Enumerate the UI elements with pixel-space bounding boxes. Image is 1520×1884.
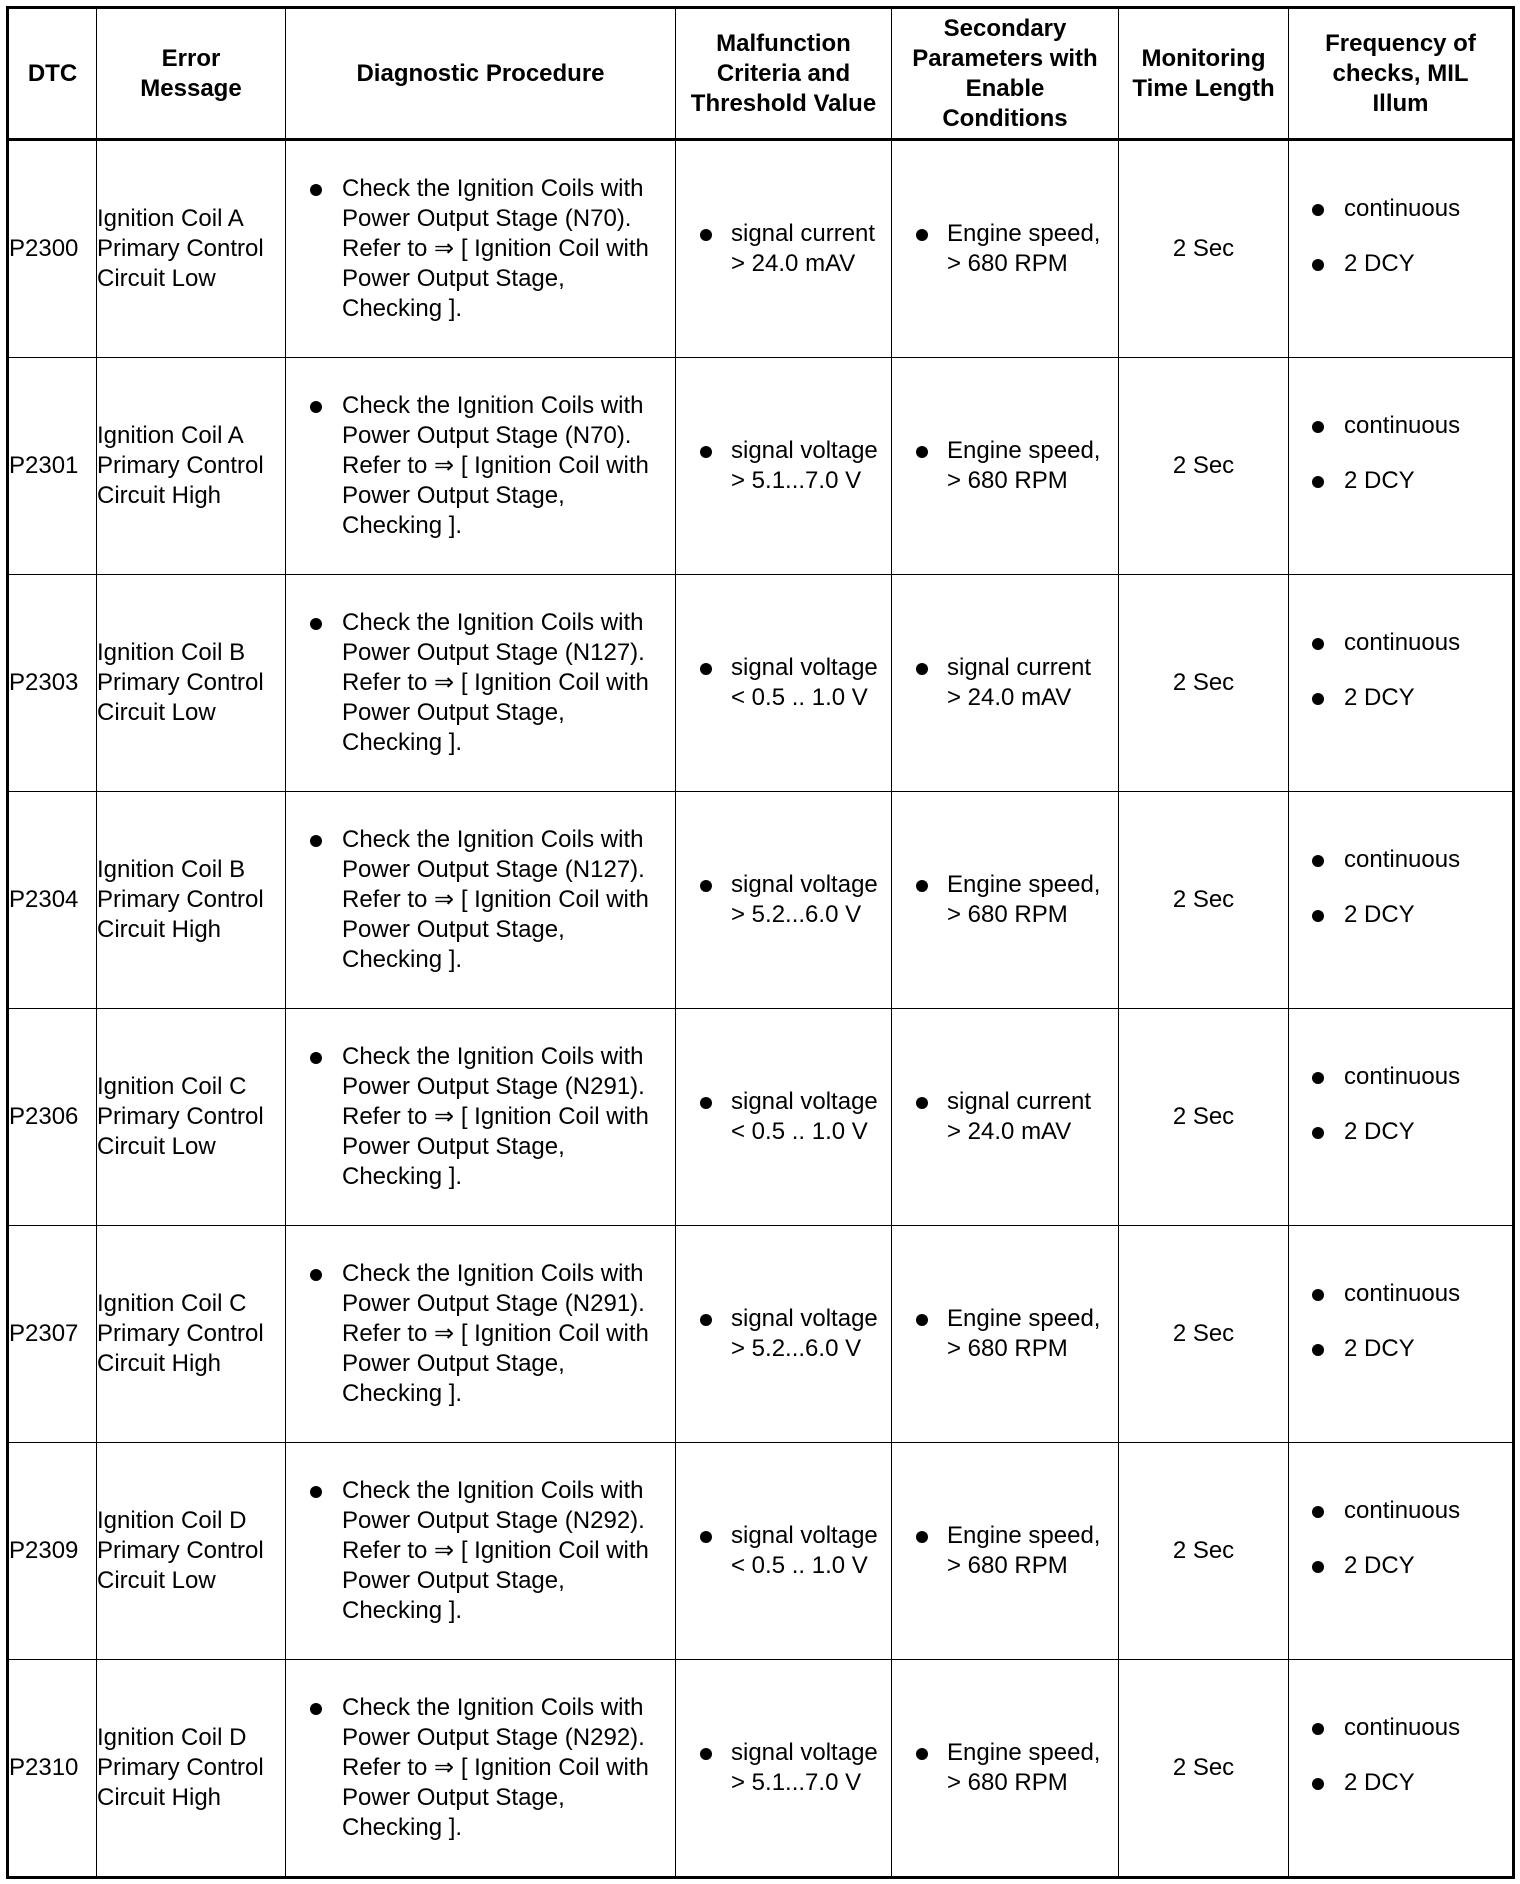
- procedure-line: Power Output Stage (N127).: [342, 856, 645, 883]
- procedure-bullet: [286, 825, 675, 975]
- procedure-line: Power Output Stage (N70).: [342, 422, 632, 449]
- secondary-line: > 680 RPM: [947, 901, 1068, 928]
- procedure-line: Power Output Stage (N292).: [342, 1507, 645, 1534]
- frequency-dcy: 2 DCY: [1289, 1117, 1512, 1147]
- criteria-line: signal voltage: [731, 654, 878, 681]
- error-message-line: Primary Control: [97, 1320, 264, 1347]
- criteria-line: signal voltage: [731, 1739, 878, 1766]
- malfunction-criteria: [676, 1660, 892, 1878]
- diagnostic-procedure: [286, 1226, 676, 1443]
- secondary-bullet: [892, 1087, 1118, 1147]
- procedure-line: Refer to ⇒ [ Ignition Coil with: [342, 886, 649, 913]
- monitoring-time: 2 Sec: [1119, 1660, 1289, 1878]
- secondary-parameters: [892, 792, 1119, 1009]
- error-message: [97, 140, 286, 358]
- monitoring-time: 2 Sec: [1119, 140, 1289, 358]
- procedure-line: Refer to ⇒ [ Ignition Coil with: [342, 1537, 649, 1564]
- procedure-line: Refer to ⇒ [ Ignition Coil with: [342, 1103, 649, 1130]
- secondary-parameters: [892, 1226, 1119, 1443]
- criteria-line: > 5.2...6.0 V: [731, 1335, 862, 1362]
- criteria-bullet: [676, 219, 891, 279]
- criteria-line: < 0.5 .. 1.0 V: [731, 1118, 868, 1145]
- error-message-line: Primary Control: [97, 886, 264, 913]
- frequency-dcy: 2 DCY: [1289, 466, 1512, 496]
- procedure-line: Checking ].: [342, 1814, 463, 1841]
- header-monitoring-time: Monitoring Time Length: [1119, 8, 1289, 140]
- criteria-line: signal voltage: [731, 1305, 878, 1332]
- procedure-line: Power Output Stage,: [342, 1133, 565, 1160]
- table-row: [8, 1009, 1514, 1226]
- error-message: [97, 1009, 286, 1226]
- procedure-line: Power Output Stage,: [342, 1567, 565, 1594]
- secondary-line: signal current: [947, 1088, 1092, 1115]
- secondary-line: Engine speed,: [947, 437, 1101, 464]
- criteria-bullet: [676, 436, 891, 496]
- criteria-bullet: [676, 1521, 891, 1581]
- monitoring-time: 2 Sec: [1119, 1009, 1289, 1226]
- frequency-checks: [1289, 1443, 1514, 1660]
- criteria-line: < 0.5 .. 1.0 V: [731, 1552, 868, 1579]
- diagnostic-procedure: [286, 140, 676, 358]
- procedure-line: Power Output Stage (N70).: [342, 205, 632, 232]
- secondary-line: Engine speed,: [947, 220, 1101, 247]
- secondary-line: Engine speed,: [947, 871, 1101, 898]
- error-message-line: Ignition Coil C: [97, 1290, 247, 1317]
- diagnostic-procedure: [286, 1443, 676, 1660]
- table-row: [8, 358, 1514, 575]
- malfunction-criteria: [676, 1226, 892, 1443]
- monitoring-time: 2 Sec: [1119, 792, 1289, 1009]
- frequency-dcy: 2 DCY: [1289, 249, 1512, 279]
- error-message-line: Ignition Coil D: [97, 1507, 247, 1534]
- secondary-bullet: [892, 1521, 1118, 1581]
- procedure-line: Power Output Stage (N291).: [342, 1073, 645, 1100]
- procedure-bullet: [286, 391, 675, 541]
- diagnostic-procedure: [286, 792, 676, 1009]
- error-message-line: Circuit High: [97, 916, 222, 943]
- secondary-parameters: [892, 1443, 1119, 1660]
- frequency-checks: [1289, 792, 1514, 1009]
- frequency-dcy: 2 DCY: [1289, 1551, 1512, 1581]
- malfunction-criteria: [676, 358, 892, 575]
- procedure-bullet: [286, 1476, 675, 1626]
- monitoring-time: 2 Sec: [1119, 358, 1289, 575]
- frequency-checks: [1289, 358, 1514, 575]
- procedure-line: Refer to ⇒ [ Ignition Coil with: [342, 669, 649, 696]
- monitoring-time: 2 Sec: [1119, 1226, 1289, 1443]
- frequency-continuous: continuous: [1289, 1713, 1512, 1743]
- header-secondary-parameters: Secondary Parameters with Enable Conditions: [892, 8, 1119, 140]
- secondary-line: signal current: [947, 654, 1092, 681]
- secondary-parameters: [892, 1009, 1119, 1226]
- dtc-code: P2307: [8, 1226, 97, 1443]
- secondary-line: > 680 RPM: [947, 467, 1068, 494]
- procedure-line: Check the Ignition Coils with: [342, 1694, 644, 1721]
- criteria-bullet: [676, 1304, 891, 1364]
- procedure-bullet: [286, 1259, 675, 1409]
- malfunction-criteria: [676, 1009, 892, 1226]
- monitoring-time: 2 Sec: [1119, 1443, 1289, 1660]
- procedure-line: Power Output Stage (N127).: [342, 639, 645, 666]
- frequency-continuous: continuous: [1289, 411, 1512, 441]
- error-message-line: Ignition Coil B: [97, 856, 246, 883]
- frequency-dcy: 2 DCY: [1289, 1768, 1512, 1798]
- secondary-bullet: [892, 436, 1118, 496]
- frequency-continuous: continuous: [1289, 1279, 1512, 1309]
- frequency-continuous: continuous: [1289, 1496, 1512, 1526]
- criteria-line: signal voltage: [731, 871, 878, 898]
- dtc-table: [6, 6, 1515, 1879]
- frequency-continuous: continuous: [1289, 1062, 1512, 1092]
- procedure-line: Checking ].: [342, 295, 463, 322]
- secondary-line: Engine speed,: [947, 1522, 1101, 1549]
- procedure-line: Power Output Stage,: [342, 916, 565, 943]
- header-row: [8, 8, 1514, 140]
- error-message-line: Primary Control: [97, 235, 264, 262]
- procedure-line: Refer to ⇒ [ Ignition Coil with: [342, 235, 649, 262]
- criteria-bullet: [676, 870, 891, 930]
- dtc-code: P2301: [8, 358, 97, 575]
- criteria-line: signal current: [731, 220, 876, 247]
- header-dtc: DTC: [8, 8, 97, 140]
- diagnostic-procedure: [286, 575, 676, 792]
- secondary-line: > 680 RPM: [947, 250, 1068, 277]
- secondary-line: Engine speed,: [947, 1739, 1101, 1766]
- criteria-line: > 5.1...7.0 V: [731, 467, 862, 494]
- frequency-dcy: 2 DCY: [1289, 1334, 1512, 1364]
- procedure-line: Checking ].: [342, 946, 463, 973]
- secondary-line: Engine speed,: [947, 1305, 1101, 1332]
- error-message: [97, 575, 286, 792]
- frequency-continuous: continuous: [1289, 845, 1512, 875]
- secondary-line: > 680 RPM: [947, 1769, 1068, 1796]
- table-row: [8, 575, 1514, 792]
- error-message-line: Primary Control: [97, 1103, 264, 1130]
- procedure-line: Refer to ⇒ [ Ignition Coil with: [342, 1754, 649, 1781]
- procedure-bullet: [286, 1042, 675, 1192]
- secondary-bullet: [892, 870, 1118, 930]
- malfunction-criteria: [676, 140, 892, 358]
- procedure-line: Check the Ignition Coils with: [342, 175, 644, 202]
- secondary-bullet: [892, 219, 1118, 279]
- procedure-line: Refer to ⇒ [ Ignition Coil with: [342, 452, 649, 479]
- error-message: [97, 1443, 286, 1660]
- frequency-dcy: 2 DCY: [1289, 683, 1512, 713]
- table-header: [8, 8, 1514, 140]
- criteria-line: signal voltage: [731, 1088, 878, 1115]
- secondary-bullet: [892, 653, 1118, 713]
- criteria-line: > 5.1...7.0 V: [731, 1769, 862, 1796]
- header-frequency: Frequency of checks, MIL Illum: [1289, 8, 1514, 140]
- error-message: [97, 1660, 286, 1878]
- dtc-code: P2304: [8, 792, 97, 1009]
- malfunction-criteria: [676, 575, 892, 792]
- secondary-bullet: [892, 1738, 1118, 1798]
- secondary-line: > 24.0 mAV: [947, 1118, 1072, 1145]
- frequency-continuous: continuous: [1289, 194, 1512, 224]
- criteria-line: signal voltage: [731, 437, 878, 464]
- malfunction-criteria: [676, 792, 892, 1009]
- procedure-line: Power Output Stage,: [342, 265, 565, 292]
- procedure-line: Check the Ignition Coils with: [342, 826, 644, 853]
- frequency-checks: [1289, 1226, 1514, 1443]
- error-message: [97, 1226, 286, 1443]
- secondary-parameters: [892, 140, 1119, 358]
- procedure-line: Check the Ignition Coils with: [342, 1260, 644, 1287]
- table-body: [8, 140, 1514, 1878]
- criteria-bullet: [676, 653, 891, 713]
- error-message-line: Circuit Low: [97, 265, 216, 292]
- procedure-line: Check the Ignition Coils with: [342, 1477, 644, 1504]
- table-row: [8, 792, 1514, 1009]
- malfunction-criteria: [676, 1443, 892, 1660]
- dtc-code: P2303: [8, 575, 97, 792]
- frequency-checks: [1289, 575, 1514, 792]
- procedure-line: Checking ].: [342, 729, 463, 756]
- criteria-bullet: [676, 1087, 891, 1147]
- secondary-parameters: [892, 575, 1119, 792]
- frequency-checks: [1289, 140, 1514, 358]
- table-row: [8, 1226, 1514, 1443]
- procedure-line: Power Output Stage,: [342, 482, 565, 509]
- procedure-line: Power Output Stage,: [342, 1350, 565, 1377]
- secondary-line: > 680 RPM: [947, 1335, 1068, 1362]
- header-error-message: Error Message: [97, 8, 286, 140]
- error-message-line: Ignition Coil D: [97, 1724, 247, 1751]
- header-diagnostic-procedure: Diagnostic Procedure: [286, 8, 676, 140]
- error-message-line: Ignition Coil A: [97, 422, 244, 449]
- secondary-parameters: [892, 1660, 1119, 1878]
- procedure-line: Check the Ignition Coils with: [342, 609, 644, 636]
- error-message: [97, 792, 286, 1009]
- error-message-line: Ignition Coil C: [97, 1073, 247, 1100]
- error-message: [97, 358, 286, 575]
- diagnostic-procedure: [286, 358, 676, 575]
- monitoring-time: 2 Sec: [1119, 575, 1289, 792]
- table-row: [8, 1660, 1514, 1878]
- criteria-line: > 5.2...6.0 V: [731, 901, 862, 928]
- secondary-line: > 24.0 mAV: [947, 684, 1072, 711]
- procedure-bullet: [286, 1693, 675, 1843]
- dtc-code: P2309: [8, 1443, 97, 1660]
- dtc-code: P2306: [8, 1009, 97, 1226]
- error-message-line: Primary Control: [97, 452, 264, 479]
- error-message-line: Circuit High: [97, 1350, 222, 1377]
- procedure-line: Check the Ignition Coils with: [342, 1043, 644, 1070]
- dtc-code: P2310: [8, 1660, 97, 1878]
- criteria-bullet: [676, 1738, 891, 1798]
- secondary-bullet: [892, 1304, 1118, 1364]
- procedure-line: Refer to ⇒ [ Ignition Coil with: [342, 1320, 649, 1347]
- error-message-line: Circuit Low: [97, 1567, 216, 1594]
- error-message-line: Circuit Low: [97, 1133, 216, 1160]
- criteria-line: > 24.0 mAV: [731, 250, 856, 277]
- procedure-line: Checking ].: [342, 512, 463, 539]
- frequency-checks: [1289, 1660, 1514, 1878]
- procedure-line: Power Output Stage (N291).: [342, 1290, 645, 1317]
- header-malfunction-criteria: Malfunction Criteria and Threshold Value: [676, 8, 892, 140]
- procedure-line: Checking ].: [342, 1597, 463, 1624]
- procedure-line: Power Output Stage,: [342, 1784, 565, 1811]
- frequency-dcy: 2 DCY: [1289, 900, 1512, 930]
- table-row: [8, 1443, 1514, 1660]
- error-message-line: Ignition Coil B: [97, 639, 246, 666]
- criteria-line: < 0.5 .. 1.0 V: [731, 684, 868, 711]
- diagnostic-procedure: [286, 1009, 676, 1226]
- procedure-line: Power Output Stage,: [342, 699, 565, 726]
- diagnostic-procedure: [286, 1660, 676, 1878]
- procedure-line: Check the Ignition Coils with: [342, 392, 644, 419]
- secondary-line: > 680 RPM: [947, 1552, 1068, 1579]
- procedure-bullet: [286, 174, 675, 324]
- error-message-line: Circuit High: [97, 1784, 222, 1811]
- table-row: [8, 140, 1514, 358]
- error-message-line: Primary Control: [97, 1537, 264, 1564]
- criteria-line: signal voltage: [731, 1522, 878, 1549]
- procedure-line: Power Output Stage (N292).: [342, 1724, 645, 1751]
- error-message-line: Circuit High: [97, 482, 222, 509]
- error-message-line: Circuit Low: [97, 699, 216, 726]
- procedure-bullet: [286, 608, 675, 758]
- dtc-code: P2300: [8, 140, 97, 358]
- error-message-line: Primary Control: [97, 1754, 264, 1781]
- frequency-checks: [1289, 1009, 1514, 1226]
- procedure-line: Checking ].: [342, 1163, 463, 1190]
- procedure-line: Checking ].: [342, 1380, 463, 1407]
- error-message-line: Primary Control: [97, 669, 264, 696]
- frequency-continuous: continuous: [1289, 628, 1512, 658]
- secondary-parameters: [892, 358, 1119, 575]
- error-message-line: Ignition Coil A: [97, 205, 244, 232]
